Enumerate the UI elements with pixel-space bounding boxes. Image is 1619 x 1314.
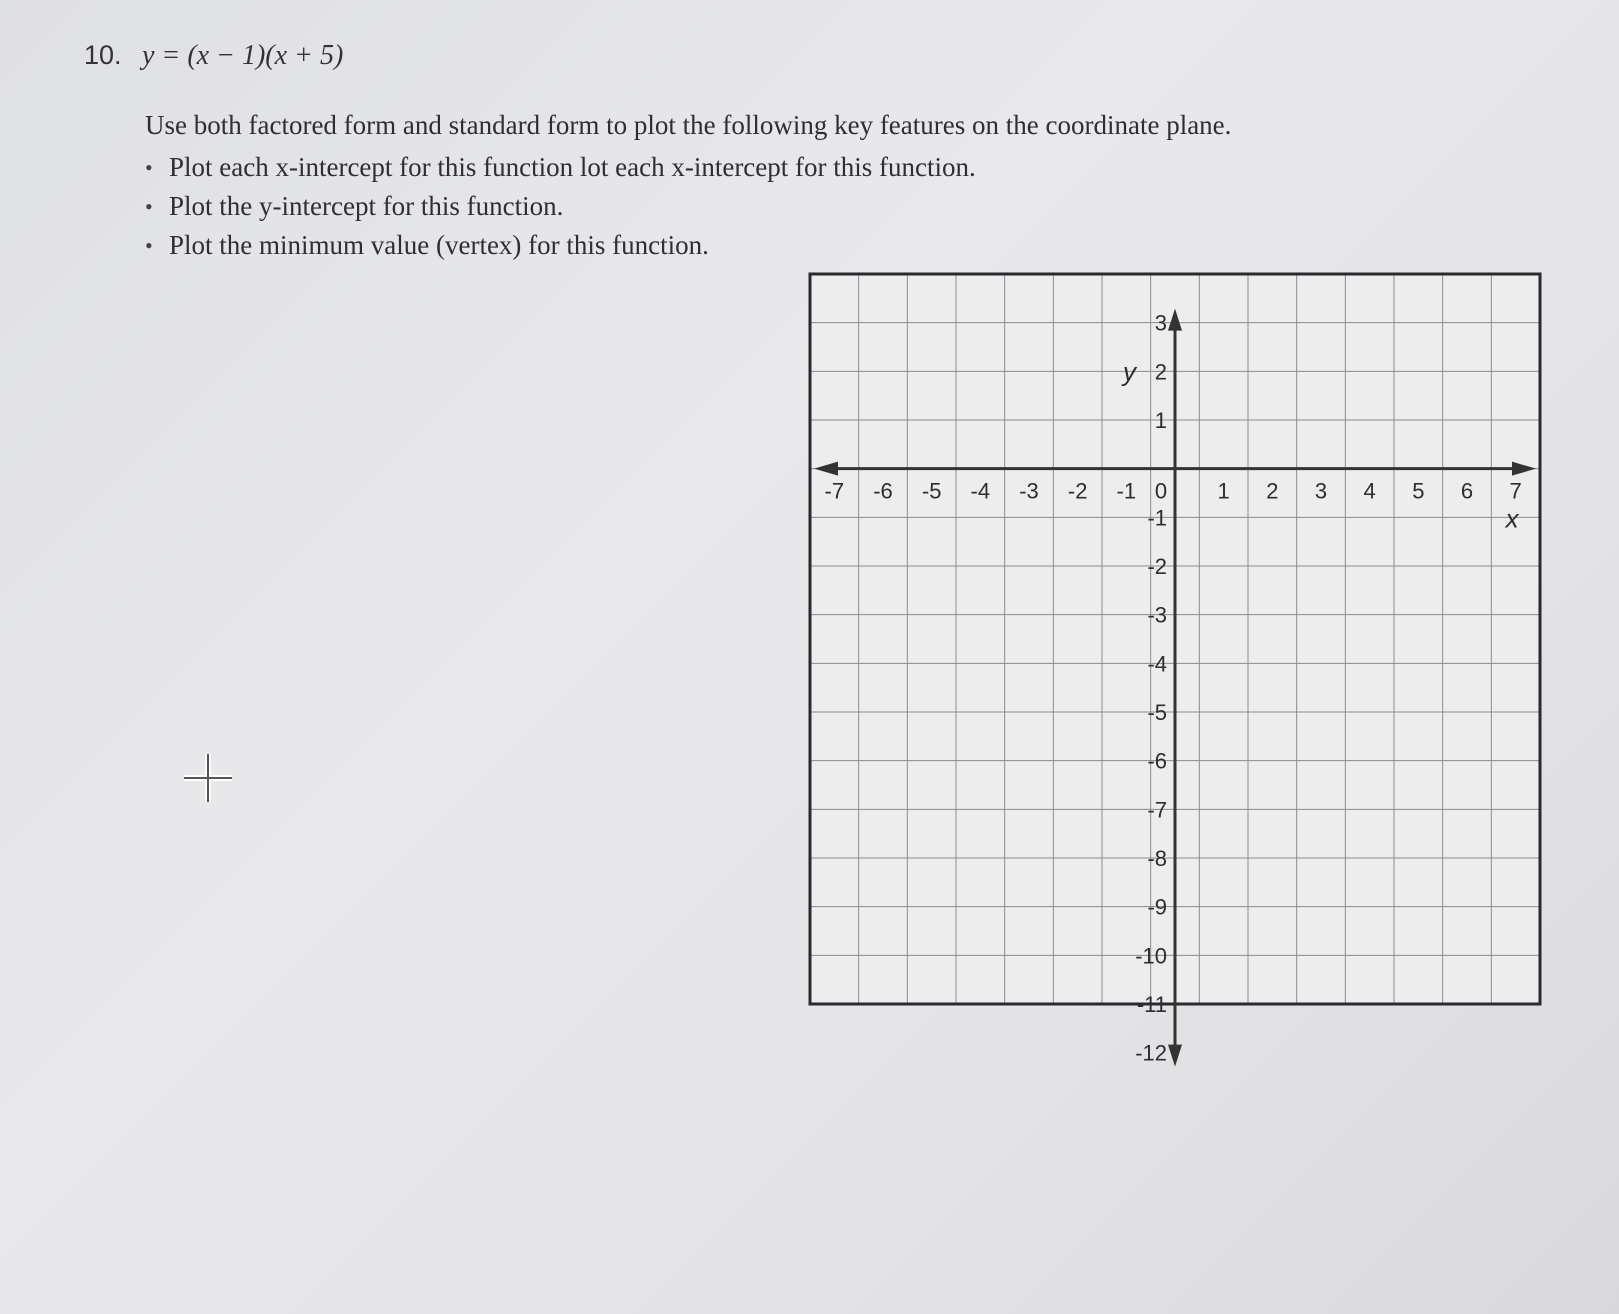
- y-tick-label: -10: [1135, 943, 1167, 969]
- task-list: [145, 148, 976, 265]
- y-tick-label: -12: [1135, 1040, 1167, 1066]
- y-tick-label: -3: [1147, 602, 1167, 628]
- x-tick-label: 7: [1509, 478, 1522, 504]
- x-tick-label: 1: [1217, 478, 1230, 504]
- x-tick-label: 0: [1154, 478, 1168, 504]
- x-tick-label: -3: [1019, 478, 1039, 504]
- y-tick-label: -4: [1147, 651, 1167, 677]
- x-tick-label: 5: [1412, 478, 1425, 504]
- y-tick-label: -6: [1147, 748, 1167, 774]
- question-number: 10.: [84, 40, 122, 70]
- coordinate-plane[interactable]: [800, 270, 1560, 1066]
- x-tick-label: -5: [921, 478, 942, 504]
- y-axis-label: y: [1123, 356, 1136, 387]
- x-tick-label: 6: [1460, 478, 1474, 504]
- x-tick-label: -6: [873, 478, 893, 504]
- x-tick-label: -2: [1067, 478, 1088, 504]
- x-axis-label: x: [1505, 503, 1519, 534]
- y-axis-arrow-down: [1168, 1045, 1182, 1067]
- x-tick-label: 3: [1314, 478, 1328, 504]
- y-tick-label: 1: [1154, 408, 1167, 433]
- instructions-text: Use both factored form and standard form to plot the following key features on the coordinate plane.: [145, 110, 1232, 140]
- y-tick-label: -1: [1147, 505, 1167, 531]
- crosshair-cursor-icon: [182, 752, 234, 804]
- y-tick-label: 2: [1154, 359, 1167, 385]
- y-tick-label: -9: [1147, 894, 1167, 920]
- x-tick-label: -4: [970, 478, 991, 504]
- y-tick-label: -2: [1147, 554, 1167, 579]
- task-item-y-intercept: • Plot the y-intercept for this function.: [145, 187, 976, 226]
- x-tick-label: -1: [1116, 478, 1137, 504]
- y-tick-label: -8: [1147, 846, 1167, 871]
- y-tick-label: -7: [1147, 797, 1167, 823]
- question-equation: y = (x − 1)(x + 5): [142, 40, 344, 71]
- x-tick-label: 4: [1363, 478, 1376, 504]
- y-tick-label: 3: [1154, 310, 1167, 336]
- y-tick-label: -5: [1147, 700, 1167, 725]
- task-item-vertex: • Plot the minimum value (vertex) for this function.: [145, 226, 976, 265]
- task-item-x-intercepts: • Plot each x-intercept for this function lot each x-intercept for this function.: [145, 148, 976, 187]
- x-tick-label: 2: [1266, 478, 1279, 504]
- x-tick-label: -7: [824, 478, 845, 504]
- y-tick-label: -11: [1136, 992, 1167, 1017]
